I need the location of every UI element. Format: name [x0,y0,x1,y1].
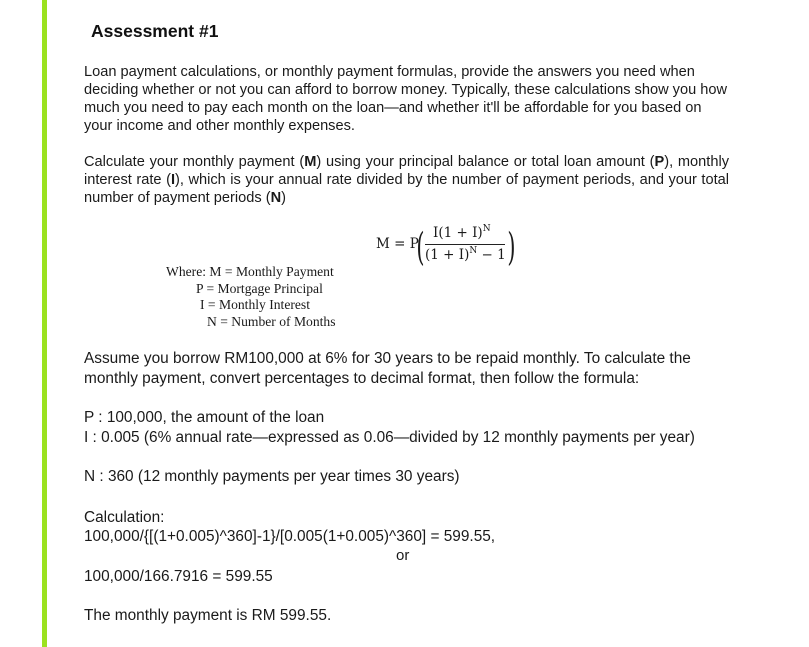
legend-line-n: N = Number of Months [207,313,336,329]
accent-bar [42,0,47,647]
formula-left-paren: ( [416,225,425,269]
var-m: M [304,154,317,170]
instruction-paragraph: Calculate your monthly payment (M) using your principal balance or total loan amount (P), monthly interest rate (I), which is your annual rate divided by the number of payment periods, and your total number of payment periods (N) [84,154,729,206]
legend-line-m: Where: M = Monthly Payment [166,264,334,279]
var-n: N [270,190,282,206]
var-p: P [654,154,665,170]
formula-denominator: $(1 + I)^N - 1$ [425,246,506,263]
formula-legend [166,264,336,330]
legend-line-p: P = Mortgage Principal [196,280,323,296]
value-principal: P : 100,000, the amount of the loan [84,409,325,426]
formula-right-paren: ) [507,225,516,269]
calculation-line: 100,000/{[(1+0.005)^360]-1}/[0.005(1+0.005)^360] = 599.55, [84,528,496,545]
formula-lhs: M = P [376,236,419,252]
intro-paragraph: Loan payment calculations, or monthly payment formulas, provide the answers you need when deciding whether or not you can afford to borrow money. Typically, these calculations show you how much you need to pay each month on the loan—and whether it'll be affordable for you based on your income and other monthly expenses. [84,64,728,134]
legend-line-i: I = Monthly Interest [200,297,310,312]
calculation-label: Calculation: [84,509,165,526]
formula-fraction-bar [425,244,505,245]
value-interest: I : 0.005 (6% annual rate—expressed as 0.06—divided by 12 monthly payments per year) [84,429,695,446]
page-title: Assessment #1 [91,21,219,41]
value-periods: N : 360 (12 monthly payments per year times 30 years) [84,468,460,485]
formula-numerator: $I(1 + I)^N$ [433,224,491,241]
calculation-alternative: 100,000/166.7916 = 599.55 [84,568,273,585]
var-i: I [170,172,175,188]
or-separator: or [396,547,410,564]
result-statement: The monthly payment is RM 599.55. [84,607,332,624]
scenario-paragraph: Assume you borrow RM100,000 at 6% for 30 years to be repaid monthly. To calculate the monthly payment, convert percentages to decimal format, then follow the formula: [84,350,691,387]
